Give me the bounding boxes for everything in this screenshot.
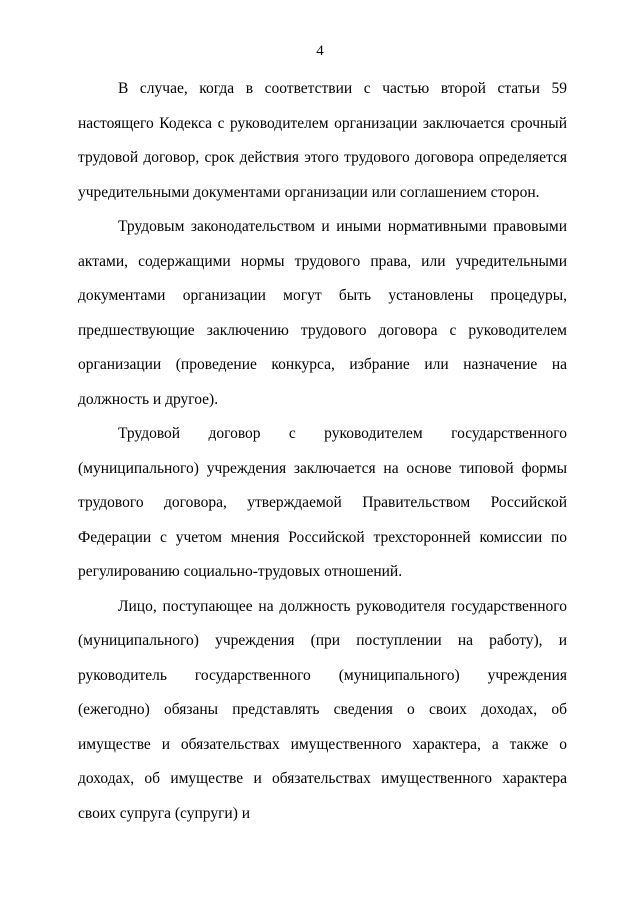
paragraph-fixed-term-contract: В случае, когда в соответствии с частью второй статьи 59 настоящего Кодекса с руководителем организации заключается срочный трудовой договор, срок действия этого трудового договора определяется учредительными документами организации или соглашением сторон.	[78, 80, 567, 201]
paragraph-income-declaration: Лицо, поступающее на должность руководителя государственного (муниципального) учреждения (при поступлении на работу), и руководитель государственного (муниципального) учреждения (ежегодно) обязаны представлять сведения о своих доходах, об имуществе и обязательствах имущественного характера, а также о доходах, об имуществе и обязательствах имущественного характера своих супруга (супруги) и	[78, 597, 567, 822]
paragraph-pre-contract-procedures: Трудовым законодательством и иными нормативными правовыми актами, содержащими нормы трудового права, или учредительными документами организации могут быть установлены процедуры, предшествующие заключению трудового договора с руководителем организации (проведение конкурса, избрание или назначение на должность и другое).	[78, 218, 567, 408]
page-number: 4	[316, 43, 324, 59]
paragraph-standard-contract-form: Трудовой договор с руководителем государственного (муниципального) учреждения заключается на основе типовой формы трудового договора, утверждаемой Правительством Российской Федерации с учетом мнения Российской трехсторонней комиссии по регулированию социально-трудовых отношений.	[78, 425, 567, 580]
document-body	[78, 72, 567, 831]
